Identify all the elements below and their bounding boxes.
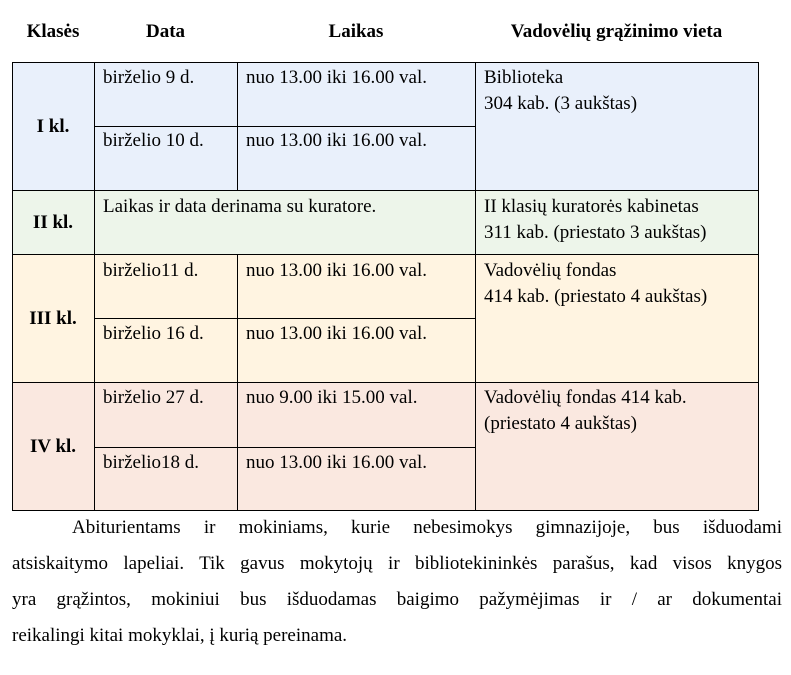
info-paragraph [12, 510, 782, 654]
paragraph-line: yra grąžintos, mokiniui bus išduodamas baigimo pažymėjimas ir / ar dokumentai [12, 589, 782, 610]
time-cell: nuo 9.00 iki 15.00 val. [246, 387, 418, 408]
place-line: Vadovėlių fondas [484, 260, 617, 281]
time-cell: nuo 13.00 iki 16.00 val. [246, 260, 428, 281]
table-border [237, 62, 238, 191]
table-border [94, 126, 475, 127]
date-cell: birželio11 d. [103, 260, 199, 281]
class-label-i: I kl. [36, 116, 70, 137]
table-border [94, 62, 95, 511]
table-border [94, 318, 475, 319]
place-line: II klasių kuratorės kabinetas [484, 196, 699, 217]
table-border [12, 62, 13, 511]
time-cell: nuo 13.00 iki 16.00 val. [246, 67, 428, 88]
paragraph-line: reikalingi kitai mokyklai, į kurią pereinama. [12, 625, 348, 646]
header-date: Data [145, 20, 186, 42]
place-line: Vadovėlių fondas 414 kab. [484, 387, 687, 408]
table-border [12, 190, 759, 191]
paragraph-line: Abiturientams ir mokiniams, kurie nebesimokys gimnazijoje, bus išduodami [72, 517, 782, 538]
class-label-iii: III kl. [29, 308, 77, 329]
table-border [237, 254, 238, 511]
place-line: 304 kab. (3 aukštas) [484, 93, 638, 114]
table-border [758, 62, 759, 511]
time-cell: nuo 13.00 iki 16.00 val. [246, 130, 428, 151]
header-time: Laikas [328, 20, 384, 42]
header-place: Vadovėlių grąžinimo vieta [510, 20, 723, 42]
class-label-iv: IV kl. [29, 436, 77, 457]
header-class: Klasės [26, 20, 80, 42]
time-cell: nuo 13.00 iki 16.00 val. [246, 323, 428, 344]
time-cell: nuo 13.00 iki 16.00 val. [246, 452, 428, 473]
table-border [94, 447, 475, 448]
table-border [475, 62, 476, 511]
table-border [12, 254, 759, 255]
place-line: 311 kab. (priestato 3 aukštas) [484, 222, 707, 243]
place-line: 414 kab. (priestato 4 aukštas) [484, 286, 708, 307]
paragraph-line: atsiskaitymo lapeliai. Tik gavus mokytojų ir bibliotekininkės parašus, kad visos knygos [12, 553, 782, 574]
table-border [12, 382, 759, 383]
date-cell: birželio 9 d. [103, 67, 195, 88]
place-line: Biblioteka [484, 67, 564, 88]
date-cell: birželio 10 d. [103, 130, 204, 151]
date-cell: birželio18 d. [103, 452, 200, 473]
date-cell: birželio 27 d. [103, 387, 204, 408]
merged-note: Laikas ir data derinama su kuratore. [103, 196, 377, 217]
place-line: (priestato 4 aukštas) [484, 413, 638, 434]
date-cell: birželio 16 d. [103, 323, 204, 344]
class-label-ii: II kl. [32, 212, 74, 233]
table-border [12, 62, 759, 63]
